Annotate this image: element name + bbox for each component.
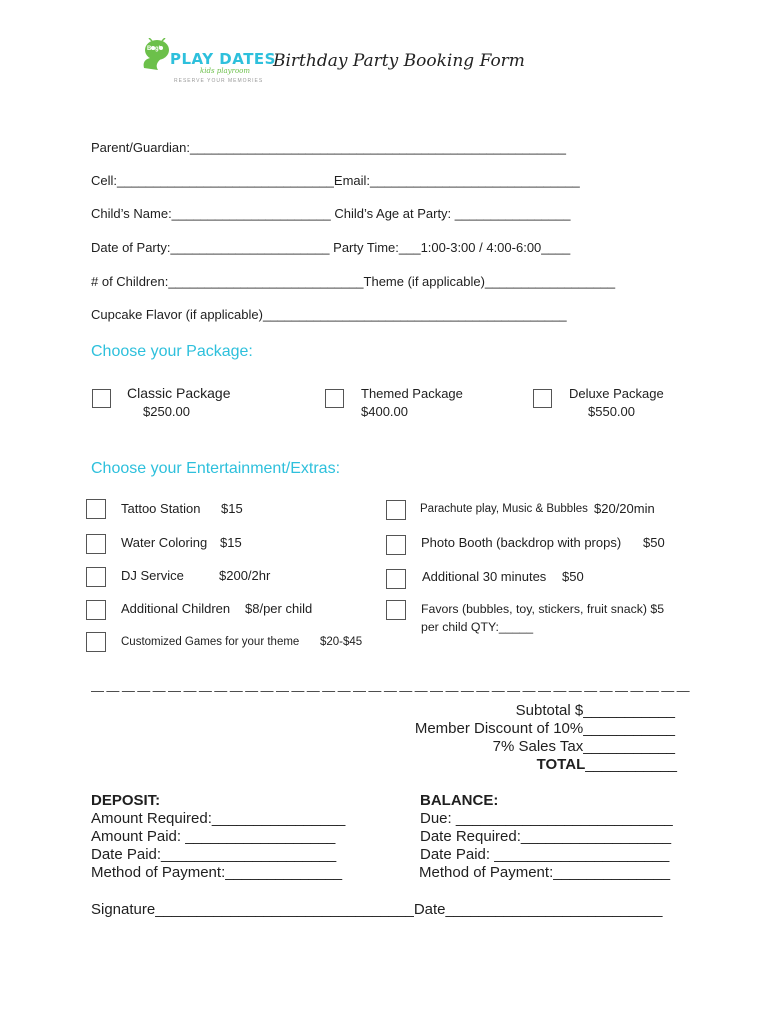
total-line[interactable] — [537, 756, 677, 773]
extra-checkbox-custom-games[interactable] — [86, 632, 106, 652]
extras-heading: Choose your Entertainment/Extras: — [91, 460, 341, 477]
package-checkbox-deluxe[interactable] — [533, 389, 552, 408]
extra-label-favors: Favors (bubbles, toy, stickers, fruit snack) $5 — [421, 602, 665, 616]
extra-checkbox-parachute[interactable] — [386, 500, 406, 520]
package-name-themed: Themed Package — [361, 386, 463, 401]
extra-label-dj: DJ Service — [121, 568, 184, 583]
signature-date-line[interactable]: Signature_______________________________Date__________________________ — [91, 901, 663, 918]
extra-price-custom-games: $20-$45 — [320, 636, 363, 648]
package-heading: Choose your Package: — [91, 343, 253, 360]
package-price-deluxe: $550.00 — [588, 404, 635, 419]
extra-checkbox-tattoo[interactable] — [86, 499, 106, 519]
balance-heading: BALANCE: — [420, 792, 499, 809]
deposit-date-paid[interactable]: Date Paid:_____________________ — [91, 846, 337, 863]
extra-price-parachute: $20/20min — [594, 501, 655, 516]
extra-price-tattoo: $15 — [221, 501, 243, 516]
children-theme-field[interactable]: # of Children:___________________________Theme (if applicable)__________________ — [91, 274, 616, 289]
extra-price-favors: per child QTY:_____ — [421, 620, 534, 634]
extra-label-additional-30: Additional 30 minutes — [422, 569, 547, 584]
total-blank: ___________ — [585, 756, 677, 773]
package-price-themed: $400.00 — [361, 404, 408, 419]
cell-email-field[interactable]: Cell:______________________________Email:_____________________________ — [91, 173, 580, 188]
package-name-classic: Classic Package — [127, 385, 231, 401]
member-discount-line[interactable]: Member Discount of 10%___________ — [414, 720, 675, 737]
child-name-age-field[interactable]: Child’s Name:______________________ Child’s Age at Party: ________________ — [91, 206, 571, 221]
package-checkbox-themed[interactable] — [325, 389, 344, 408]
dashed-separator: — — — — — — — — — — — — — — — — — — — — — — — — — — — — — — — — — — — — — — — — [91, 683, 690, 698]
package-name-deluxe: Deluxe Package — [569, 386, 664, 401]
deposit-amount-required[interactable]: Amount Required:________________ — [91, 810, 346, 827]
logo-bug-text: Bug' — [147, 46, 161, 52]
extra-label-photo-booth: Photo Booth (backdrop with props) — [421, 535, 622, 550]
extra-checkbox-water-coloring[interactable] — [86, 534, 106, 554]
deposit-heading: DEPOSIT: — [91, 792, 161, 809]
extra-label-custom-games: Customized Games for your theme — [121, 636, 300, 648]
logo-script-text: kids playroom — [200, 67, 251, 75]
deposit-method[interactable]: Method of Payment:______________ — [91, 864, 343, 881]
extra-checkbox-additional-30[interactable] — [386, 569, 406, 589]
package-price-classic: $250.00 — [143, 404, 190, 419]
extra-price-photo-booth: $50 — [643, 535, 665, 550]
cupcake-flavor-field[interactable]: Cupcake Flavor (if applicable)__________________________________________ — [91, 307, 567, 322]
subtotal-line[interactable]: Subtotal $___________ — [515, 702, 675, 719]
extra-price-additional-30: $50 — [562, 569, 584, 584]
logo — [138, 36, 276, 88]
extra-price-water-coloring: $15 — [220, 535, 242, 550]
logo-main-text: PLAY DATES — [170, 50, 276, 68]
date-time-field[interactable]: Date of Party:______________________ Party Time:___1:00-3:00 / 4:00-6:00____ — [91, 240, 571, 255]
extra-checkbox-photo-booth[interactable] — [386, 535, 406, 555]
extra-price-dj: $200/2hr — [219, 568, 271, 583]
form-title: Birthday Party Booking Form — [273, 51, 525, 71]
extra-label-parachute: Parachute play, Music & Bubbles — [420, 503, 588, 515]
logo-sub-text: RESERVE YOUR MEMORIES — [174, 78, 264, 84]
total-label: TOTAL — [536, 756, 586, 773]
caterpillar-logo-icon — [140, 38, 172, 72]
extra-checkbox-dj[interactable] — [86, 567, 106, 587]
extra-price-additional-children: $8/per child — [245, 601, 313, 616]
extra-label-water-coloring: Water Coloring — [121, 535, 208, 550]
balance-date-required[interactable]: Date Required:__________________ — [420, 828, 672, 845]
balance-method[interactable]: Method of Payment:______________ — [419, 864, 671, 881]
extra-label-tattoo: Tattoo Station — [121, 501, 201, 516]
extra-checkbox-additional-children[interactable] — [86, 600, 106, 620]
balance-date-paid[interactable]: Date Paid: _____________________ — [420, 846, 670, 863]
deposit-amount-paid[interactable]: Amount Paid: __________________ — [91, 828, 336, 845]
sales-tax-line[interactable]: 7% Sales Tax___________ — [492, 738, 675, 755]
parent-guardian-field[interactable]: Parent/Guardian:____________________________________________________ — [91, 140, 566, 155]
package-checkbox-classic[interactable] — [92, 389, 111, 408]
extra-label-additional-children: Additional Children — [121, 601, 231, 616]
balance-due[interactable]: Due: __________________________ — [420, 810, 673, 827]
extra-checkbox-favors[interactable] — [386, 600, 406, 620]
